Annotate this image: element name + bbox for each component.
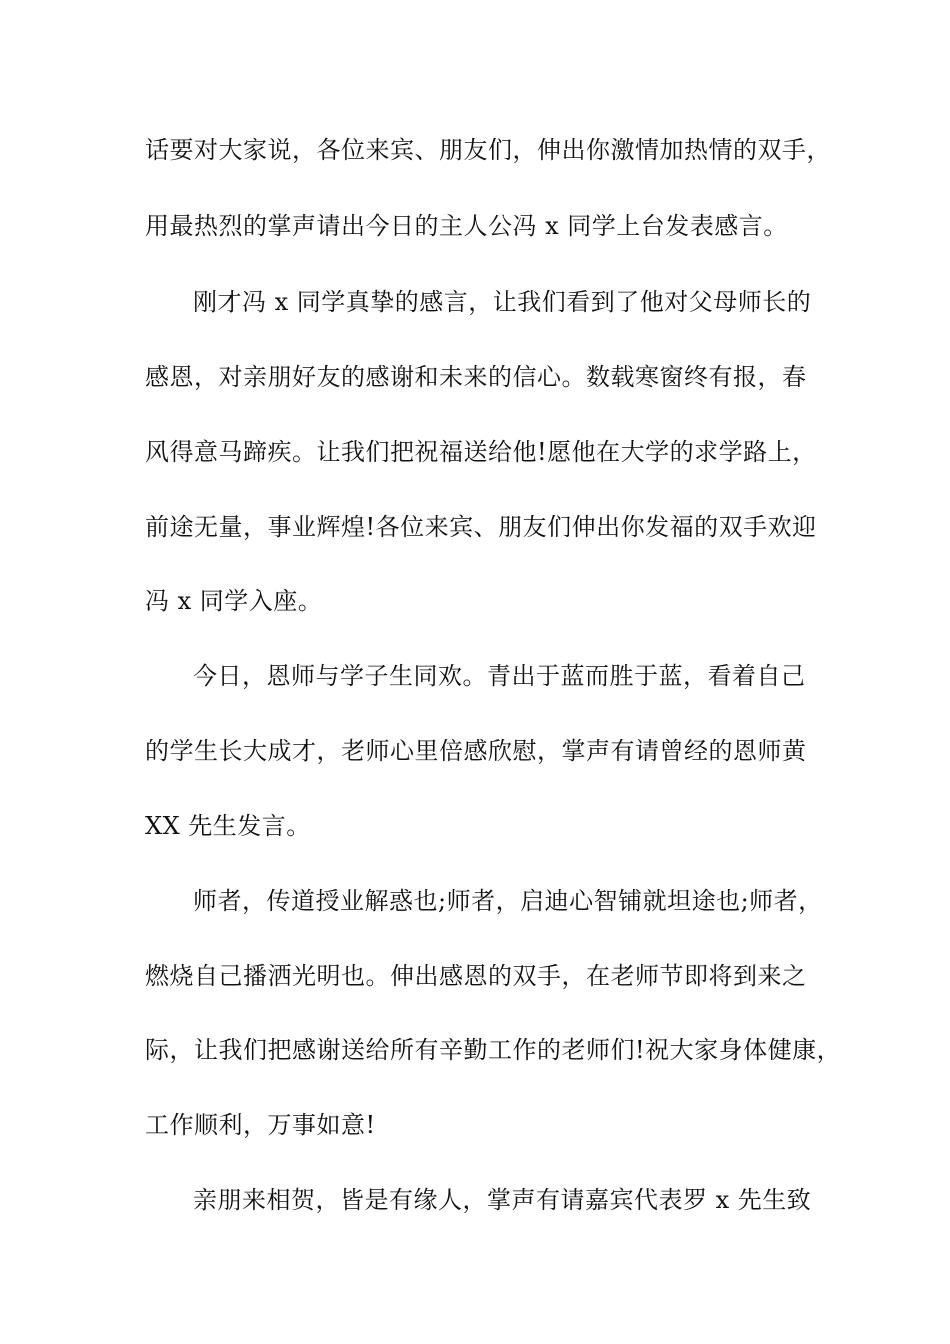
text-line-4: 感恩，对亲朋好友的感谢和未来的信心。数载寒窗终有报，春 — [145, 363, 807, 391]
text-line-9: 的学生长大成才，老师心里倍感欣慰，掌声有请曾经的恩师黄 — [145, 737, 807, 765]
text-line-3: 刚才冯 x 同学真挚的感言，让我们看到了他对父母师长的 — [193, 288, 812, 316]
text-line-13: 际，让我们把感谢送给所有辛勤工作的老师们!祝大家身体健康， — [145, 1036, 842, 1064]
text-line-5: 风得意马蹄疾。让我们把祝福送给他!愿他在大学的求学路上， — [145, 438, 817, 466]
text-line-15: 亲朋来相贺，皆是有缘人，掌声有请嘉宾代表罗 x 先生致 — [193, 1186, 812, 1214]
text-line-2: 用最热烈的掌声请出今日的主人公冯 x 同学上台发表感言。 — [145, 212, 788, 240]
text-line-8: 今日，恩师与学子生同欢。青出于蓝而胜于蓝，看着自己 — [193, 662, 806, 690]
text-line-11: 师者，传道授业解惑也;师者，启迪心智铺就坦途也;师者， — [193, 887, 823, 915]
text-line-6: 前途无量，事业辉煌!各位来宾、朋友们伸出你发福的双手欢迎 — [145, 513, 817, 541]
text-line-1: 话要对大家说，各位来宾、朋友们，伸出你激情加热情的双手， — [145, 136, 831, 164]
text-line-12: 燃烧自己播洒光明也。伸出感恩的双手，在老师节即将到来之 — [145, 962, 807, 990]
text-line-14: 工作顺利，万事如意! — [145, 1111, 376, 1139]
text-line-10: XX 先生发言。 — [145, 812, 311, 840]
text-line-7: 冯 x 同学入座。 — [145, 587, 323, 615]
